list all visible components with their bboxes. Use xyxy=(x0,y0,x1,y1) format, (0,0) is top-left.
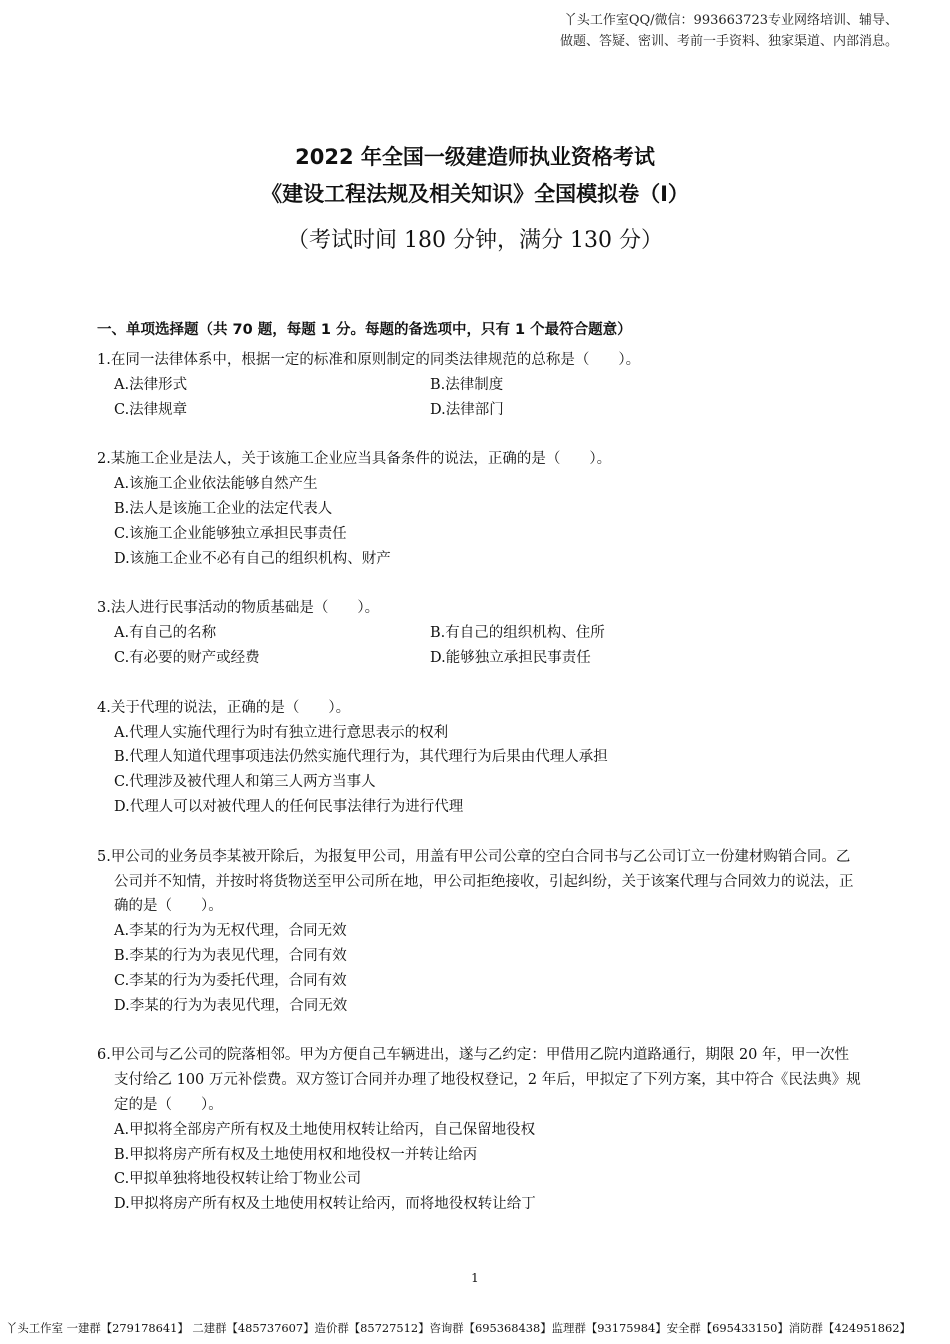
section-heading: 一、单项选择题（共 70 题，每题 1 分。每题的备选项中，只有 1 个最符合题意） xyxy=(97,322,632,338)
option-b: B.法律制度 xyxy=(430,376,504,393)
option-c: C.法律规章 xyxy=(114,401,188,418)
question-list xyxy=(97,348,862,1242)
option-d: D.该施工企业不必有自己的组织机构、财产 xyxy=(114,550,391,567)
option-c: C.该施工企业能够独立承担民事责任 xyxy=(114,525,347,542)
option-c: C.代理涉及被代理人和第三人两方当事人 xyxy=(114,774,376,791)
option-b: B.有自己的组织机构、住所 xyxy=(430,625,605,642)
question-6 xyxy=(97,1043,862,1217)
question-3 xyxy=(97,596,862,670)
promo-header xyxy=(560,10,898,52)
question-stem: 5.甲公司的业务员李某被开除后，为报复甲公司，用盖有甲公司公章的空白合同书与乙公司订立一份建材购销合同。乙公司并不知情，并按时将货物送至甲公司所在地，甲公司拒绝接收，引起纠纷，关于该案代理与合同效力的说法，正确的是（ ）。 xyxy=(97,848,854,915)
option-list xyxy=(97,919,862,1018)
question-stem: 6.甲公司与乙公司的院落相邻。甲为方便自己车辆进出，遂与乙约定：甲借用乙院内道路通行，期限 20 年，甲一次性支付给乙 100 万元补偿费。双方签订合同并办理了地役权登记，2 年后，甲拟定了下列方案，其中符合《民法典》规定的是（ ）。 xyxy=(97,1047,861,1113)
option-c: C.甲拟单独将地役权转让给丁物业公司 xyxy=(114,1171,362,1188)
promo-header-line1: 丫头工作室QQ/微信：993663723专业网络培训、辅导、 xyxy=(563,13,898,28)
question-1 xyxy=(97,348,862,422)
option-list xyxy=(97,621,862,671)
option-d: D.甲拟将房产所有权及土地使用权转让给丙，而将地役权转让给丁 xyxy=(114,1196,536,1213)
promo-header-line2: 做题、答疑、密训、考前一手资料、独家渠道、内部消息。 xyxy=(559,34,898,49)
question-2 xyxy=(97,447,862,571)
page-number: 1 xyxy=(471,1271,479,1285)
option-b: B.代理人知道代理事项违法仍然实施代理行为，其代理行为后果由代理人承担 xyxy=(114,749,608,766)
option-a: A.李某的行为为无权代理，合同无效 xyxy=(114,923,347,940)
question-stem: 3.法人进行民事活动的物质基础是（ ）。 xyxy=(97,600,380,617)
question-4 xyxy=(97,696,862,820)
option-d: D.代理人可以对被代理人的任何民事法律行为进行代理 xyxy=(114,798,464,815)
option-a: A.代理人实施代理行为时有独立进行意思表示的权利 xyxy=(114,724,449,741)
option-list xyxy=(97,721,862,820)
option-b: B.李某的行为为表见代理，合同有效 xyxy=(114,947,347,964)
question-stem: 1.在同一法律体系中，根据一定的标准和原则制定的同类法律规范的总称是（ ）。 xyxy=(97,352,641,368)
promo-footer: 丫头工作室 一建群【279178641】 二建群【485737607】造价群【85727512】咨询群【695368438】监理群【93175984】安全群【695433150】消防群【424951862】 xyxy=(6,1321,911,1335)
option-list xyxy=(97,472,862,571)
option-a: A.甲拟将全部房产所有权及土地使用权转让给丙，自己保留地役权 xyxy=(114,1121,536,1138)
option-b: B.甲拟将房产所有权及土地使用权和地役权一并转让给丙 xyxy=(114,1146,478,1163)
exam-duration: （考试时间 180 分钟，满分 130 分） xyxy=(287,228,663,253)
exam-title-block xyxy=(0,140,950,259)
option-a: A.法律形式 xyxy=(114,376,188,393)
option-d: D.能够独立承担民事责任 xyxy=(430,649,591,666)
option-list xyxy=(97,1118,862,1217)
option-d: D.李某的行为为表见代理，合同无效 xyxy=(114,997,348,1014)
option-a: A.该施工企业依法能够自然产生 xyxy=(114,476,318,493)
option-c: C.李某的行为为委托代理，合同有效 xyxy=(114,972,347,989)
exam-subtitle: 《建设工程法规及相关知识》全国模拟卷（Ⅰ） xyxy=(261,182,689,206)
option-c: C.有必要的财产或经费 xyxy=(114,649,260,666)
exam-title: 2022 年全国一级建造师执业资格考试 xyxy=(295,145,655,169)
option-a: A.有自己的名称 xyxy=(114,625,217,642)
question-stem: 4.关于代理的说法，正确的是（ ）。 xyxy=(97,699,351,716)
option-list xyxy=(97,373,862,423)
option-b: B.法人是该施工企业的法定代表人 xyxy=(114,500,333,517)
question-5 xyxy=(97,845,862,1019)
option-d: D.法律部门 xyxy=(430,401,504,418)
question-stem: 2.某施工企业是法人，关于该施工企业应当具备条件的说法，正确的是（ ）。 xyxy=(97,451,612,468)
